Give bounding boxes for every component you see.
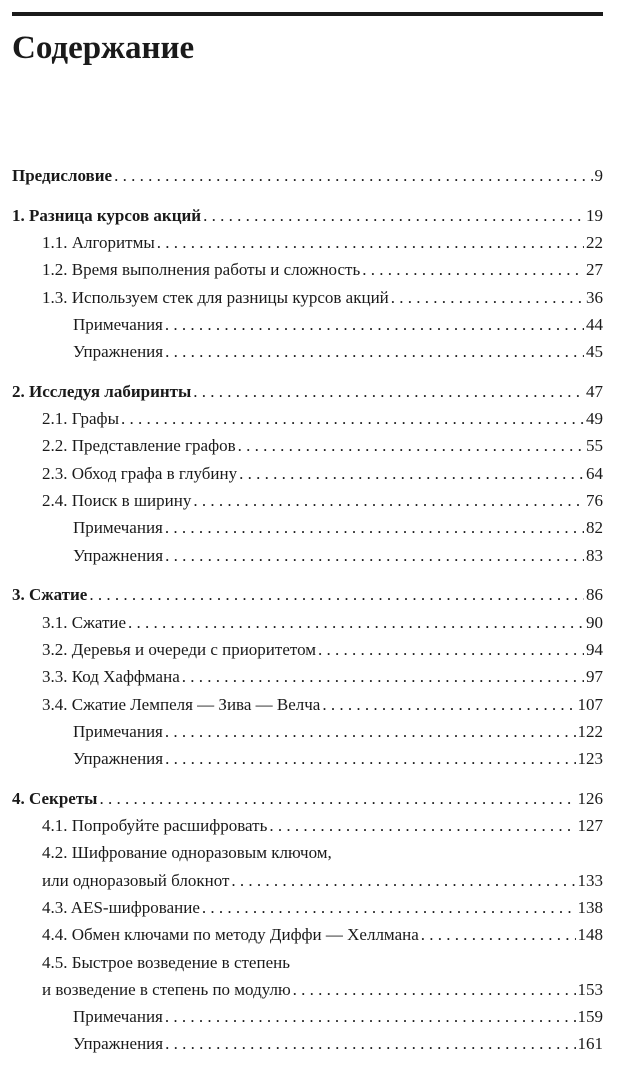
toc-entry-chapter-3[interactable] [12, 581, 603, 608]
entry-page: 94 [586, 639, 603, 659]
dot-leader [362, 256, 584, 283]
toc-entry-section-2-3[interactable] [12, 460, 603, 487]
entry-label: и возведение в степень по модулю [42, 979, 291, 999]
entry-label: Примечания [73, 1007, 163, 1027]
entry-page: 36 [586, 287, 603, 307]
entry-page: 82 [586, 518, 603, 538]
toc-entry-notes-2[interactable] [12, 514, 603, 541]
toc-entry-section-3-2[interactable] [12, 636, 603, 663]
dot-leader [165, 542, 584, 569]
entry-page: 49 [586, 409, 603, 429]
dot-leader [157, 229, 584, 256]
toc-entry-section-4-5-line1[interactable] [12, 949, 603, 976]
toc-entry-section-1-3[interactable] [12, 284, 603, 311]
entry-page: 126 [577, 788, 603, 808]
dot-leader [165, 514, 584, 541]
dot-leader [99, 785, 575, 812]
dot-leader [193, 487, 584, 514]
toc-entry-section-4-4[interactable] [12, 921, 603, 948]
entry-label: 3.1. Сжатие [42, 612, 127, 632]
entry-label: 4.5. Быстрое возведение в степень [42, 952, 290, 972]
dot-leader [128, 609, 584, 636]
entry-label: 4.1. Попробуйте расшифровать [42, 816, 268, 836]
dot-leader [165, 311, 584, 338]
dot-leader [322, 691, 575, 718]
dot-leader [239, 460, 584, 487]
entry-page: 83 [586, 545, 603, 565]
dot-leader [193, 378, 584, 405]
entry-page: 90 [586, 612, 603, 632]
toc-entry-section-4-5[interactable] [12, 976, 603, 1003]
dot-leader [203, 202, 584, 229]
toc-entry-section-1-2[interactable] [12, 256, 603, 283]
dot-leader [421, 921, 576, 948]
toc-entry-chapter-2[interactable] [12, 378, 603, 405]
toc-entry-section-2-4[interactable] [12, 487, 603, 514]
entry-page: 123 [577, 749, 603, 769]
toc-entry-exercises-4[interactable] [12, 1030, 603, 1057]
entry-label: Примечания [73, 721, 163, 741]
toc-entry-section-4-3[interactable] [12, 894, 603, 921]
entry-label: 4. Секреты [12, 788, 98, 808]
entry-label: Примечания [73, 314, 163, 334]
entry-label: Предисловие [12, 166, 113, 185]
entry-label: 1. Разница курсов акций [12, 205, 202, 225]
entry-page: 148 [577, 925, 603, 945]
entry-label: Упражнения [73, 749, 164, 769]
toc-entry-section-4-2-line1[interactable] [12, 839, 603, 866]
entry-label: 4.2. Шифрование одноразовым ключом, [42, 843, 332, 863]
toc-entry-exercises-1[interactable] [12, 338, 603, 365]
toc-entry-notes-3[interactable] [12, 718, 603, 745]
entry-label: 3.3. Код Хаффмана [42, 667, 180, 687]
entry-page: 122 [577, 721, 603, 741]
entry-label: 1.3. Используем стек для разницы курсов акций [42, 287, 389, 307]
entry-label: или одноразовый блокнот [42, 870, 230, 890]
toc-entry-section-4-1[interactable] [12, 812, 603, 839]
dot-leader [391, 284, 584, 311]
entry-label: 3.2. Деревья и очереди с приоритетом [42, 639, 317, 659]
entry-page: 9 [594, 166, 603, 185]
entry-page: 76 [586, 491, 603, 511]
toc-entry-exercises-3[interactable] [12, 745, 603, 772]
entry-page: 27 [586, 260, 603, 280]
entry-page: 64 [586, 463, 603, 483]
entry-label: 2.3. Обход графа в глубину [42, 463, 238, 483]
dot-leader [165, 338, 584, 365]
dot-leader [202, 894, 576, 921]
entry-label: 3. Сжатие [12, 585, 88, 605]
dot-leader [114, 162, 592, 189]
entry-page: 44 [586, 314, 603, 334]
dot-leader [165, 718, 576, 745]
entry-label: 1.1. Алгоритмы [42, 232, 155, 252]
entry-page: 153 [577, 979, 603, 999]
toc-entry-chapter-4[interactable] [12, 785, 603, 812]
toc-entry-preface[interactable] [12, 162, 603, 189]
entry-label: 2.4. Поиск в ширину [42, 491, 192, 511]
dot-leader [293, 976, 576, 1003]
toc-entry-section-3-1[interactable] [12, 609, 603, 636]
entry-label: Упражнения [73, 342, 164, 362]
toc-entry-chapter-1[interactable] [12, 202, 603, 229]
entry-label: 4.3. AES-шифрование [42, 897, 200, 917]
entry-page: 133 [577, 870, 603, 890]
entry-page: 86 [586, 585, 603, 605]
entry-page: 97 [586, 667, 603, 687]
entry-page: 47 [586, 381, 603, 401]
toc-entry-section-4-2[interactable] [12, 867, 603, 894]
entry-label: 3.4. Сжатие Лемпеля — Зива — Велча [42, 694, 321, 714]
dot-leader [238, 432, 584, 459]
entry-page: 22 [586, 232, 603, 252]
dot-leader [231, 867, 575, 894]
dot-leader [182, 663, 584, 690]
entry-label: Упражнения [73, 1034, 164, 1054]
entry-page: 45 [586, 342, 603, 362]
entry-page: 161 [577, 1034, 603, 1054]
entry-page: 127 [577, 816, 603, 836]
entry-label: 2.1. Графы [42, 409, 119, 429]
toc-entry-section-2-1[interactable] [12, 405, 603, 432]
toc-entry-section-3-4[interactable] [12, 691, 603, 718]
dot-leader [269, 812, 575, 839]
entry-page: 159 [577, 1007, 603, 1027]
entry-page: 138 [577, 897, 603, 917]
toc-entry-notes-1[interactable] [12, 311, 603, 338]
entry-page: 19 [586, 205, 603, 225]
entry-label: 4.4. Обмен ключами по методу Диффи — Хеллмана [42, 925, 419, 945]
toc-entry-section-2-2[interactable] [12, 432, 603, 459]
dot-leader [165, 1003, 576, 1030]
entry-page: 55 [586, 436, 603, 456]
dot-leader [318, 636, 584, 663]
table-of-contents [12, 162, 603, 1058]
entry-label: Упражнения [73, 545, 164, 565]
entry-label: 2. Исследуя лабиринты [12, 381, 192, 401]
toc-entry-exercises-2[interactable] [12, 542, 603, 569]
page-title: Содержание [12, 30, 195, 66]
entry-label: 2.2. Представление графов [42, 436, 236, 456]
dot-leader [165, 1030, 575, 1057]
entry-page: 107 [577, 694, 603, 714]
dot-leader [121, 405, 584, 432]
dot-leader [165, 745, 575, 772]
toc-entry-section-1-1[interactable] [12, 229, 603, 256]
top-rule [12, 12, 603, 16]
toc-entry-section-3-3[interactable] [12, 663, 603, 690]
entry-label: Примечания [73, 518, 163, 538]
toc-entry-notes-4[interactable] [12, 1003, 603, 1030]
dot-leader [89, 581, 584, 608]
entry-label: 1.2. Время выполнения работы и сложность [42, 260, 361, 280]
